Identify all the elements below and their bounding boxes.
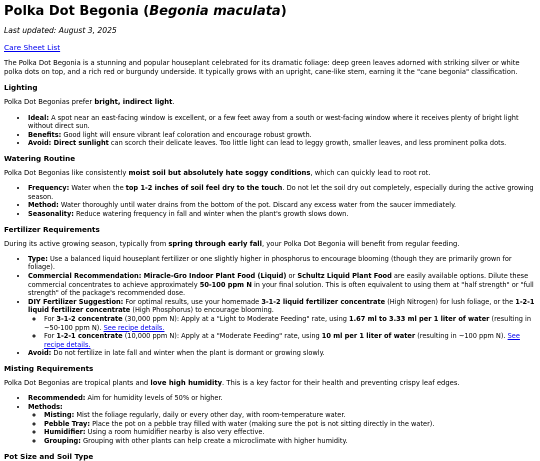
list-item (28, 131, 536, 140)
item-bold: 3-1-2 liquid fertilizer concentrate (261, 297, 386, 306)
item-bold: 1-2-1 concentrate (56, 332, 123, 341)
item-label: Method: (28, 201, 59, 210)
item-text: Using a room humidifier nearby is also very effective. (85, 428, 265, 437)
item-bold: Miracle-Gro Indoor Plant Food (Liquid) (141, 271, 287, 280)
item-text: Reduce watering frequency in fall and winter when the plant's growth slows down. (73, 209, 349, 218)
item-text: Place the pot on a pebble tray filled with water (making sure the pot is not sitting directly in the water). (89, 419, 435, 428)
item-label: Grouping: (44, 437, 81, 446)
item-label: Pebble Tray: (44, 419, 90, 428)
item-bold: 1.67 ml to 3.33 ml per 1 liter of water (349, 314, 490, 323)
item-bold: 50-100 ppm N (199, 280, 252, 289)
item-text: Good light will ensure vibrant leaf coloration and encourage robust growth. (61, 130, 312, 139)
item-label: Ideal: (28, 113, 49, 122)
item-text: (High Phosphorus) to encourage blooming. (130, 306, 274, 315)
fertilizer-lead-text: During its active growing season, typically from (4, 239, 169, 248)
list-item (28, 298, 536, 350)
item-label: Methods: (28, 402, 63, 411)
item-bold: 1-2-1 liquid fertilizer concentrate (28, 297, 535, 315)
item-label: Seasonality: (28, 209, 74, 218)
fertilizer-lead-end: , your Polka Dot Begonia will benefit from regular feeding. (261, 239, 460, 248)
item-text: are easily available options. Dilute these commercial concentrates to achieve approximately (28, 271, 529, 289)
item-label: Commercial Recommendation: (28, 271, 142, 280)
item-bold: 10 ml per 1 liter of water (321, 332, 416, 341)
list-item (28, 272, 536, 298)
list-item (28, 210, 536, 219)
fertilizer-lead-bold: spring through early fall (168, 239, 262, 248)
item-text: (resulting in ~100 ppm N). (415, 332, 508, 341)
item-label: Misting: (44, 411, 75, 420)
list-item (28, 114, 536, 131)
item-text: . Do not let the soil dry out completely, especially during the active growing season. (28, 184, 534, 201)
item-text: (30,000 ppm N): Apply at a "Light to Moderate Feeding" rate, using (122, 314, 350, 323)
list-item (28, 184, 536, 201)
list-item (28, 139, 536, 148)
methods-sublist (28, 411, 536, 445)
list-item (44, 420, 536, 429)
item-text: Do not fertilize in late fall and winter when the plant is dormant or growing slowly. (51, 349, 325, 358)
item-text: Water when the (69, 184, 126, 193)
item-label: Humidifier: (44, 428, 86, 437)
list-item (44, 315, 536, 332)
intro-paragraph: The Polka Dot Begonia is a stunning and popular houseplant celebrated for its dramatic foliage: deep green leaves adorned with striking silver or white polka dots on top, and a rich red or burgundy underside. It typically grows with an upright, cane-like stem, earning it the "cane begonia" classification. (4, 59, 520, 77)
list-item (44, 428, 536, 437)
item-label: Avoid: (28, 349, 52, 358)
watering-lead-bold: moist soil but absolutely hate soggy conditions (128, 168, 311, 177)
list-item (28, 394, 536, 403)
care-sheet-list-link[interactable]: Care Sheet List (4, 43, 61, 52)
watering-list (4, 184, 536, 218)
item-text: For (44, 314, 57, 323)
misting-lead (4, 379, 536, 388)
item-text: Aim for humidity levels of 50% or higher. (85, 394, 223, 403)
last-updated: Last updated: August 3, 2025 (4, 26, 117, 35)
list-item (44, 411, 536, 420)
lighting-list (4, 114, 536, 148)
lighting-lead-bold: bright, indirect light (94, 98, 173, 107)
fertilizer-lead (4, 240, 536, 249)
misting-lead-bold: love high humidity (150, 378, 223, 387)
misting-list (4, 394, 536, 446)
scientific-name: Begonia maculata (149, 4, 281, 19)
list-item (28, 201, 536, 210)
item-bold: top 1-2 inches of soil feel dry to the touch (125, 184, 283, 193)
diy-sublist (28, 315, 536, 349)
page-title (4, 4, 536, 20)
misting-heading: Misting Requirements (4, 363, 94, 373)
list-item (44, 332, 536, 349)
misting-lead-text: Polka Dot Begonias are tropical plants and (4, 378, 151, 387)
item-label: Recommended: (28, 394, 86, 403)
item-label: DIY Fertilizer Suggestion: (28, 297, 124, 306)
lighting-lead-end: . (172, 98, 175, 107)
lighting-lead-text: Polka Dot Begonias prefer (4, 98, 95, 107)
item-text: (resulting in ~50-100 ppm N). (44, 314, 532, 332)
item-text: Use a balanced liquid houseplant fertilizer or one slightly higher in phosphorus to encourage blooming (though they are primarily grown for foliage). (28, 254, 512, 272)
title-prefix: Polka Dot Begonia ( (4, 4, 150, 19)
lighting-lead (4, 98, 536, 107)
list-item (28, 255, 536, 272)
item-label: Type: (28, 254, 48, 263)
item-label: Benefits: (28, 130, 62, 139)
item-text: For (44, 332, 57, 341)
item-text: Grouping with other plants can help create a microclimate with higher humidity. (80, 437, 348, 446)
list-item (28, 349, 536, 358)
recipe-link-3-1-2[interactable]: See recipe details. (103, 323, 165, 332)
item-label: Avoid: Direct sunlight (28, 139, 109, 148)
item-text: Mist the foliage regularly, daily or every other day, with room-temperature water. (74, 411, 346, 420)
pot-heading: Pot Size and Soil Type (4, 451, 94, 461)
item-text: or (286, 271, 298, 280)
item-text: in your final solution. This is often equivalent to using them at "half strength" or "full strength" of the package's recommended dose. (28, 280, 534, 298)
watering-lead-end: , which can quickly lead to root rot. (310, 168, 431, 177)
list-item (44, 437, 536, 446)
item-bold: 3-1-2 concentrate (56, 314, 123, 323)
item-text: (10,000 ppm N): Apply at a "Moderate Feeding" rate, using (122, 332, 322, 341)
watering-heading: Watering Routine (4, 153, 76, 163)
item-label: Frequency: (28, 184, 70, 193)
recipe-link-1-2-1[interactable]: See recipe details. (44, 332, 520, 349)
care-sheet-link-container (4, 43, 536, 52)
item-text: can scorch their delicate leaves. Too little light can lead to leggy growth, smaller leaves, and less prominent polka dots. (108, 139, 507, 148)
title-suffix: ) (280, 4, 287, 19)
item-bold: Schultz Liquid Plant Food (297, 271, 392, 280)
item-text: A spot near an east-facing window is excellent, or a few feet away from a south or west-facing window where it receives plenty of bright light without direct sun. (28, 113, 519, 131)
fertilizer-heading: Fertilizer Requirements (4, 224, 100, 234)
fertilizer-list (4, 255, 536, 358)
lighting-heading: Lighting (4, 83, 38, 93)
item-text: Water thoroughly until water drains from the bottom of the pot. Discard any excess water from the saucer immediately. (58, 201, 457, 210)
list-item (28, 403, 536, 446)
watering-lead (4, 169, 536, 178)
misting-lead-end: . This is a key factor for their health and preventing crispy leaf edges. (222, 378, 460, 387)
watering-lead-text: Polka Dot Begonias like consistently (4, 168, 129, 177)
item-text: For optimal results, use your homemade (123, 297, 262, 306)
item-text: (High Nitrogen) for lush foliage, or the (385, 297, 516, 306)
